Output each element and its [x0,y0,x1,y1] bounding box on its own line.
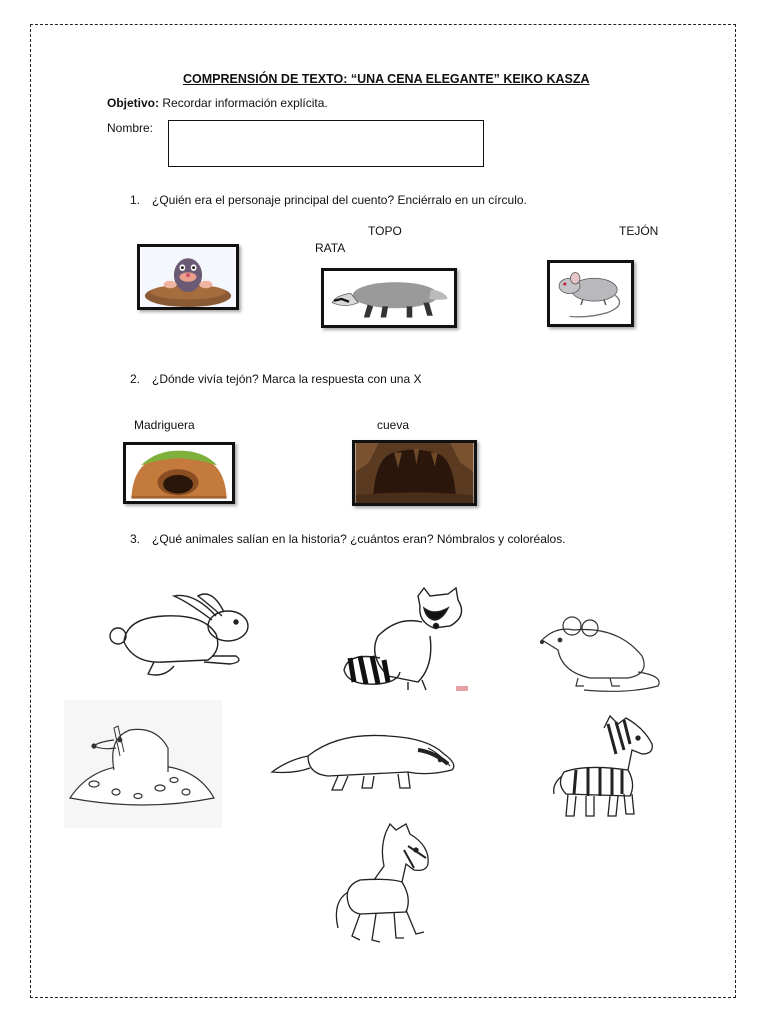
badger-picture[interactable] [321,268,457,328]
rat-icon [550,263,631,324]
raccoon-drawing[interactable] [338,586,476,694]
cave-picture[interactable] [352,440,477,506]
option-madriguera[interactable]: Madriguera [134,418,195,432]
name-field[interactable] [168,120,484,167]
mouse-icon [538,616,666,698]
objective-label: Objetivo: [107,96,160,110]
mole-picture[interactable] [137,244,239,310]
worksheet-title: COMPRENSIÓN DE TEXTO: “UNA CENA ELEGANTE” KEIKO KASZA [183,72,590,86]
burrow-picture[interactable] [123,442,235,504]
horse-drawing[interactable] [330,822,436,948]
badger-outline-icon [268,726,462,796]
cave-icon [355,443,474,503]
name-label: Nombre: [107,121,154,135]
rabbit-drawing[interactable] [104,590,254,682]
badger-drawing[interactable] [268,726,462,796]
objective-line [107,96,328,110]
question-2-text: ¿Dónde vivía tejón? Marca la respuesta con una X [152,372,422,386]
objective-text: Recordar información explícita. [162,96,328,110]
option-rata[interactable]: RATA [315,241,346,255]
badger-icon [324,271,454,325]
mouse-drawing[interactable] [538,616,666,698]
rat-picture[interactable] [547,260,634,327]
option-cueva[interactable]: cueva [377,418,410,432]
raccoon-icon [338,586,476,694]
mole-outline-icon [64,700,222,828]
question-1-number: 1. [130,193,141,207]
zebra-drawing[interactable] [546,714,660,820]
zebra-icon [546,714,660,820]
question-3-number: 3. [130,532,141,546]
mole-drawing[interactable] [64,700,222,828]
option-topo[interactable]: TOPO [368,224,402,238]
rabbit-icon [104,590,254,682]
mole-icon [140,247,236,307]
question-2-number: 2. [130,372,141,386]
horse-icon [330,822,436,948]
question-3-text: ¿Qué animales salían en la historia? ¿cuántos eran? Nómbralos y coloréalos. [152,532,566,546]
burrow-icon [126,445,232,501]
option-tejon[interactable]: TEJÓN [619,224,659,238]
question-1-text: ¿Quién era el personaje principal del cuento? Enciérralo en un círculo. [152,193,527,207]
